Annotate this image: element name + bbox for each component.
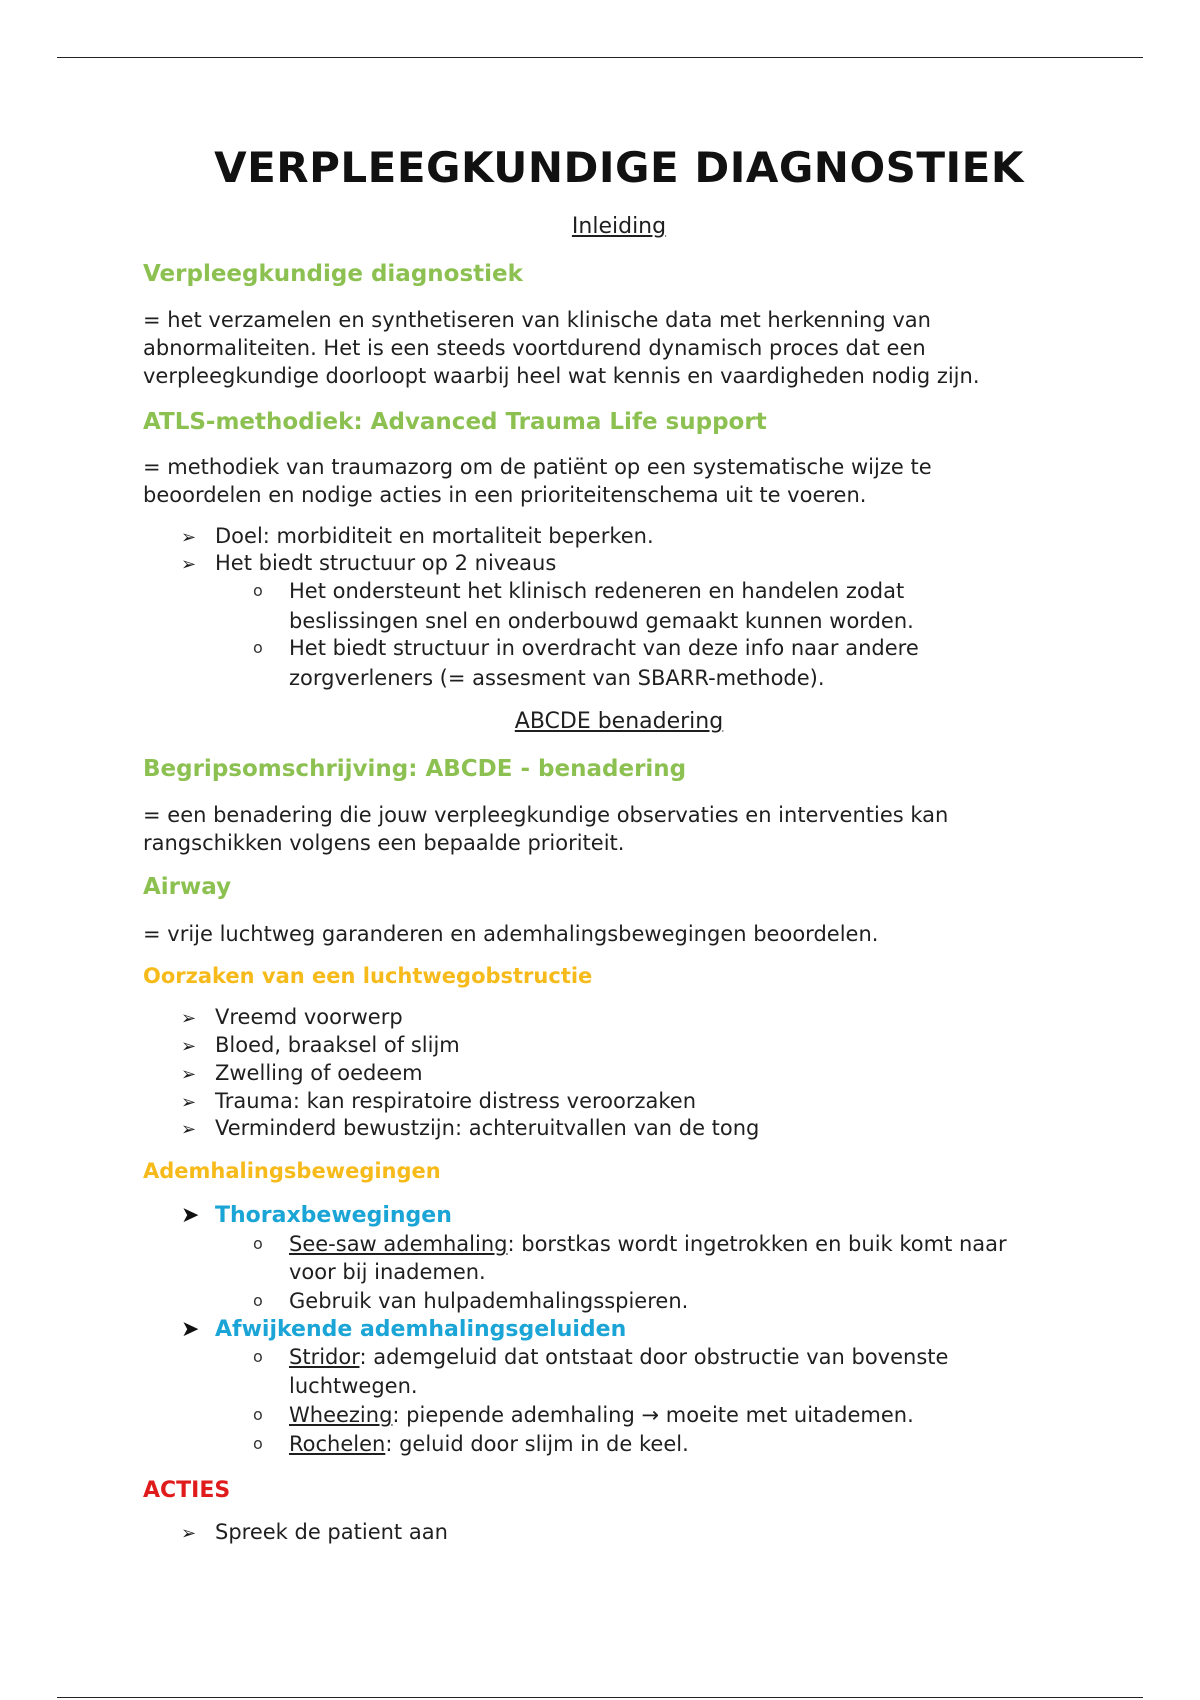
paragraph-airway: [143, 920, 1063, 948]
circle-bullet-icon: o: [253, 1347, 263, 1366]
list-item: ➢ Trauma: kan respiratoire distress veroorzaken: [181, 1087, 696, 1117]
arrow-bullet-icon: ➢: [181, 1119, 197, 1140]
arrow-bullet-icon: ➤: [181, 1317, 200, 1342]
arrow-bullet-icon: ➢: [181, 554, 197, 575]
circle-bullet-icon: o: [253, 581, 263, 600]
text-line: = het verzamelen en synthetiseren van klinische data met herkenning van: [143, 308, 931, 332]
circle-bullet-icon: o: [253, 1234, 263, 1253]
list-item-geluiden: ➤ Afwijkende ademhalingsgeluiden: [181, 1317, 627, 1342]
heading-airway: Airway: [143, 874, 232, 900]
section-inleiding: Inleiding: [571, 214, 667, 239]
heading-ademhalingsbewegingen: Ademhalingsbewegingen: [143, 1159, 441, 1183]
circle-bullet-icon: o: [253, 1405, 263, 1424]
term-see-saw: See-saw ademhaling: [289, 1232, 508, 1256]
circle-bullet-icon: o: [253, 1291, 263, 1310]
circle-bullet-icon: o: [253, 1434, 263, 1453]
heading-acties: ACTIES: [143, 1478, 231, 1503]
term-rochelen: Rochelen: [289, 1432, 386, 1456]
paragraph-vd: [143, 306, 1063, 390]
text-line: rangschikken volgens een bepaalde prioriteit.: [143, 831, 625, 855]
text-line: = een benadering die jouw verpleegkundige observaties en interventies kan: [143, 803, 949, 827]
list-item: ➢ Spreek de patient aan: [181, 1518, 448, 1548]
list-item: ➢ Verminderd bewustzijn: achteruitvallen van de tong: [181, 1114, 759, 1144]
list-item: ➢ Het biedt structuur op 2 niveaus: [181, 549, 556, 579]
arrow-bullet-icon: ➢: [181, 1092, 197, 1113]
heading-oorzaken: Oorzaken van een luchtwegobstructie: [143, 964, 593, 988]
top-rule: [57, 57, 1143, 58]
page-title: VERPLEEGKUNDIGE DIAGNOSTIEK: [214, 143, 1024, 192]
heading-verpleegkundige-diagnostiek: Verpleegkundige diagnostiek: [143, 261, 523, 287]
list-item: ➢ Zwelling of oedeem: [181, 1059, 423, 1089]
term-wheezing: Wheezing: [289, 1403, 393, 1427]
bottom-rule: [57, 1697, 1143, 1698]
section-abcde: ABCDE benadering: [514, 709, 724, 734]
list-item-thorax: ➤ Thoraxbewegingen: [181, 1203, 452, 1228]
term-stridor: Stridor: [289, 1345, 360, 1369]
text-line: abnormaliteiten. Het is een steeds voortdurend dynamisch proces dat een: [143, 336, 926, 360]
circle-bullet-icon: o: [253, 638, 263, 657]
text-line: beoordelen en nodige acties in een prioriteitenschema uit te voeren.: [143, 483, 867, 507]
list-item: ➢ Bloed, braaksel of slijm: [181, 1031, 460, 1061]
arrow-bullet-icon: ➢: [181, 1523, 197, 1544]
list-item: ➢ Doel: morbiditeit en mortaliteit beperken.: [181, 522, 654, 552]
paragraph-atls: [143, 453, 1063, 509]
arrow-bullet-icon: ➢: [181, 1064, 197, 1085]
arrow-bullet-icon: ➢: [181, 527, 197, 548]
heading-atls: ATLS-methodiek: Advanced Trauma Life support: [143, 409, 767, 435]
list-item: ➢ Vreemd voorwerp: [181, 1003, 403, 1033]
text-line: = methodiek van traumazorg om de patiënt op een systematische wijze te: [143, 455, 932, 479]
arrow-bullet-icon: ➢: [181, 1036, 197, 1057]
heading-begripsomschrijving: Begripsomschrijving: ABCDE - benadering: [143, 756, 687, 782]
text-line: = vrije luchtweg garanderen en ademhalingsbewegingen beoordelen.: [143, 922, 879, 946]
paragraph-begrip: [143, 801, 1063, 857]
text-line: verpleegkundige doorloopt waarbij heel wat kennis en vaardigheden nodig zijn.: [143, 364, 980, 388]
arrow-bullet-icon: ➢: [181, 1008, 197, 1029]
arrow-bullet-icon: ➤: [181, 1203, 200, 1228]
